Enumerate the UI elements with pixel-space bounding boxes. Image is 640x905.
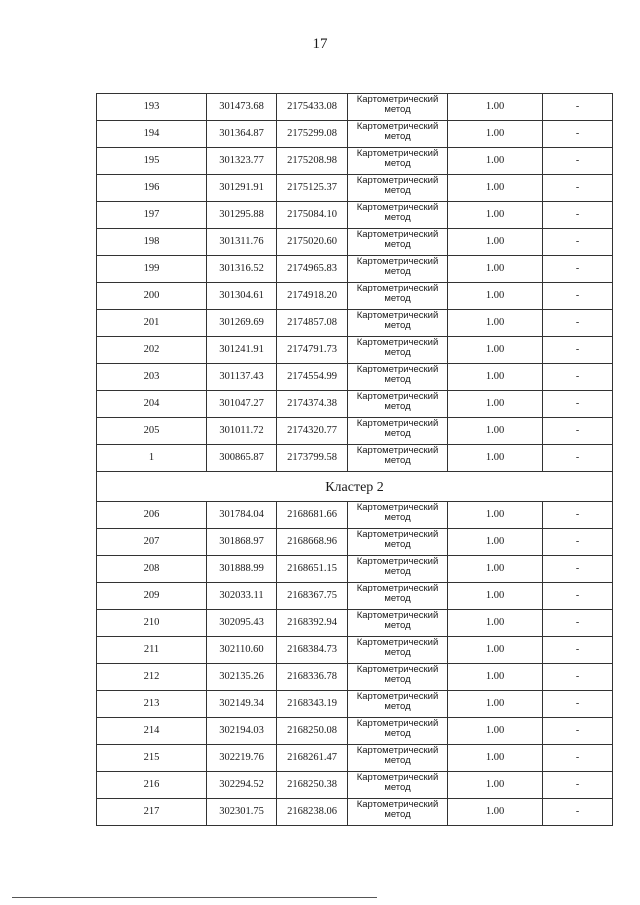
method-cell: Картометрический метод	[348, 283, 448, 310]
footer-rule	[12, 897, 377, 898]
page-number: 17	[312, 36, 328, 52]
point-number-cell: 198	[97, 229, 207, 256]
y-coordinate-cell: 2174857.08	[277, 310, 348, 337]
accuracy-cell: 1.00	[448, 583, 543, 610]
y-coordinate-cell: 2168651.15	[277, 556, 348, 583]
note-cell: -	[543, 745, 613, 772]
accuracy-cell: 1.00	[448, 445, 543, 472]
method-cell: Картометрический метод	[348, 337, 448, 364]
note-cell: -	[543, 583, 613, 610]
accuracy-cell: 1.00	[448, 121, 543, 148]
point-number-cell: 204	[97, 391, 207, 418]
note-cell: -	[543, 445, 613, 472]
accuracy-cell: 1.00	[448, 310, 543, 337]
method-cell: Картометрический метод	[348, 121, 448, 148]
x-coordinate-cell: 302294.52	[207, 772, 277, 799]
x-coordinate-cell: 301323.77	[207, 148, 277, 175]
x-coordinate-cell: 302110.60	[207, 637, 277, 664]
table-row	[97, 256, 613, 283]
accuracy-cell: 1.00	[448, 664, 543, 691]
y-coordinate-cell: 2175433.08	[277, 94, 348, 121]
accuracy-cell: 1.00	[448, 418, 543, 445]
table-row	[97, 202, 613, 229]
note-cell: -	[543, 337, 613, 364]
note-cell: -	[543, 283, 613, 310]
method-cell: Картометрический метод	[348, 391, 448, 418]
note-cell: -	[543, 637, 613, 664]
x-coordinate-cell: 302095.43	[207, 610, 277, 637]
y-coordinate-cell: 2175020.60	[277, 229, 348, 256]
x-coordinate-cell: 302219.76	[207, 745, 277, 772]
y-coordinate-cell: 2173799.58	[277, 445, 348, 472]
table-row	[97, 772, 613, 799]
method-cell: Картометрический метод	[348, 310, 448, 337]
y-coordinate-cell: 2168392.94	[277, 610, 348, 637]
method-cell: Картометрический метод	[348, 691, 448, 718]
method-cell: Картометрический метод	[348, 556, 448, 583]
point-number-cell: 200	[97, 283, 207, 310]
accuracy-cell: 1.00	[448, 283, 543, 310]
table-row	[97, 502, 613, 529]
method-cell: Картометрический метод	[348, 583, 448, 610]
table-row	[97, 445, 613, 472]
y-coordinate-cell: 2168250.38	[277, 772, 348, 799]
y-coordinate-cell: 2174320.77	[277, 418, 348, 445]
method-cell: Картометрический метод	[348, 799, 448, 826]
method-cell: Картометрический метод	[348, 202, 448, 229]
cluster-header-body	[97, 472, 613, 502]
point-number-cell: 216	[97, 772, 207, 799]
coordinates-table	[96, 93, 613, 826]
accuracy-cell: 1.00	[448, 610, 543, 637]
point-number-cell: 213	[97, 691, 207, 718]
method-cell: Картометрический метод	[348, 502, 448, 529]
x-coordinate-cell: 301295.88	[207, 202, 277, 229]
point-number-cell: 205	[97, 418, 207, 445]
note-cell: -	[543, 529, 613, 556]
accuracy-cell: 1.00	[448, 772, 543, 799]
x-coordinate-cell: 301291.91	[207, 175, 277, 202]
point-number-cell: 199	[97, 256, 207, 283]
point-number-cell: 212	[97, 664, 207, 691]
table-row	[97, 637, 613, 664]
method-cell: Картометрический метод	[348, 610, 448, 637]
point-number-cell: 206	[97, 502, 207, 529]
y-coordinate-cell: 2175208.98	[277, 148, 348, 175]
note-cell: -	[543, 310, 613, 337]
table-row	[97, 175, 613, 202]
method-cell: Картометрический метод	[348, 148, 448, 175]
note-cell: -	[543, 121, 613, 148]
point-number-cell: 193	[97, 94, 207, 121]
x-coordinate-cell: 302149.34	[207, 691, 277, 718]
method-cell: Картометрический метод	[348, 364, 448, 391]
method-cell: Картометрический метод	[348, 94, 448, 121]
point-number-cell: 202	[97, 337, 207, 364]
note-cell: -	[543, 502, 613, 529]
note-cell: -	[543, 175, 613, 202]
note-cell: -	[543, 391, 613, 418]
accuracy-cell: 1.00	[448, 529, 543, 556]
note-cell: -	[543, 418, 613, 445]
point-number-cell: 1	[97, 445, 207, 472]
note-cell: -	[543, 772, 613, 799]
accuracy-cell: 1.00	[448, 337, 543, 364]
y-coordinate-cell: 2174918.20	[277, 283, 348, 310]
table-row	[97, 691, 613, 718]
x-coordinate-cell: 301888.99	[207, 556, 277, 583]
table-row	[97, 529, 613, 556]
point-number-cell: 210	[97, 610, 207, 637]
point-number-cell: 214	[97, 718, 207, 745]
table-row	[97, 745, 613, 772]
x-coordinate-cell: 302301.75	[207, 799, 277, 826]
table-row	[97, 121, 613, 148]
table-body-part1	[97, 94, 613, 472]
y-coordinate-cell: 2168367.75	[277, 583, 348, 610]
note-cell: -	[543, 202, 613, 229]
y-coordinate-cell: 2168343.19	[277, 691, 348, 718]
point-number-cell: 195	[97, 148, 207, 175]
table-row	[97, 364, 613, 391]
y-coordinate-cell: 2175125.37	[277, 175, 348, 202]
x-coordinate-cell: 302033.11	[207, 583, 277, 610]
note-cell: -	[543, 364, 613, 391]
y-coordinate-cell: 2174374.38	[277, 391, 348, 418]
table-row	[97, 664, 613, 691]
table-row	[97, 556, 613, 583]
point-number-cell: 196	[97, 175, 207, 202]
x-coordinate-cell: 302194.03	[207, 718, 277, 745]
y-coordinate-cell: 2175084.10	[277, 202, 348, 229]
accuracy-cell: 1.00	[448, 745, 543, 772]
point-number-cell: 203	[97, 364, 207, 391]
x-coordinate-cell: 301011.72	[207, 418, 277, 445]
accuracy-cell: 1.00	[448, 364, 543, 391]
x-coordinate-cell: 301316.52	[207, 256, 277, 283]
note-cell: -	[543, 610, 613, 637]
y-coordinate-cell: 2168336.78	[277, 664, 348, 691]
y-coordinate-cell: 2168384.73	[277, 637, 348, 664]
y-coordinate-cell: 2174554.99	[277, 364, 348, 391]
x-coordinate-cell: 301868.97	[207, 529, 277, 556]
note-cell: -	[543, 148, 613, 175]
table-row	[97, 283, 613, 310]
accuracy-cell: 1.00	[448, 691, 543, 718]
accuracy-cell: 1.00	[448, 202, 543, 229]
x-coordinate-cell: 301137.43	[207, 364, 277, 391]
accuracy-cell: 1.00	[448, 229, 543, 256]
accuracy-cell: 1.00	[448, 94, 543, 121]
x-coordinate-cell: 301473.68	[207, 94, 277, 121]
table-row	[97, 583, 613, 610]
cluster-label: Кластер 2	[97, 472, 613, 502]
table-row	[97, 718, 613, 745]
method-cell: Картометрический метод	[348, 445, 448, 472]
x-coordinate-cell: 300865.87	[207, 445, 277, 472]
point-number-cell: 215	[97, 745, 207, 772]
point-number-cell: 197	[97, 202, 207, 229]
point-number-cell: 211	[97, 637, 207, 664]
x-coordinate-cell: 301364.87	[207, 121, 277, 148]
point-number-cell: 201	[97, 310, 207, 337]
table-row	[97, 799, 613, 826]
method-cell: Картометрический метод	[348, 175, 448, 202]
accuracy-cell: 1.00	[448, 502, 543, 529]
table-row	[97, 310, 613, 337]
method-cell: Картометрический метод	[348, 637, 448, 664]
x-coordinate-cell: 302135.26	[207, 664, 277, 691]
method-cell: Картометрический метод	[348, 718, 448, 745]
point-number-cell: 194	[97, 121, 207, 148]
note-cell: -	[543, 799, 613, 826]
point-number-cell: 209	[97, 583, 207, 610]
table-row	[97, 337, 613, 364]
note-cell: -	[543, 718, 613, 745]
table-row	[97, 229, 613, 256]
method-cell: Картометрический метод	[348, 664, 448, 691]
table-row	[97, 391, 613, 418]
table-body-part2	[97, 502, 613, 826]
accuracy-cell: 1.00	[448, 718, 543, 745]
x-coordinate-cell: 301784.04	[207, 502, 277, 529]
method-cell: Картометрический метод	[348, 745, 448, 772]
table-row	[97, 148, 613, 175]
cluster-header-row	[97, 472, 613, 502]
y-coordinate-cell: 2168250.08	[277, 718, 348, 745]
y-coordinate-cell: 2168668.96	[277, 529, 348, 556]
point-number-cell: 208	[97, 556, 207, 583]
note-cell: -	[543, 664, 613, 691]
x-coordinate-cell: 301311.76	[207, 229, 277, 256]
accuracy-cell: 1.00	[448, 637, 543, 664]
table-row	[97, 610, 613, 637]
x-coordinate-cell: 301047.27	[207, 391, 277, 418]
table-row	[97, 94, 613, 121]
accuracy-cell: 1.00	[448, 148, 543, 175]
x-coordinate-cell: 301304.61	[207, 283, 277, 310]
accuracy-cell: 1.00	[448, 799, 543, 826]
y-coordinate-cell: 2174965.83	[277, 256, 348, 283]
note-cell: -	[543, 229, 613, 256]
note-cell: -	[543, 691, 613, 718]
y-coordinate-cell: 2175299.08	[277, 121, 348, 148]
method-cell: Картометрический метод	[348, 256, 448, 283]
note-cell: -	[543, 94, 613, 121]
accuracy-cell: 1.00	[448, 256, 543, 283]
table-row	[97, 418, 613, 445]
method-cell: Картометрический метод	[348, 529, 448, 556]
x-coordinate-cell: 301241.91	[207, 337, 277, 364]
y-coordinate-cell: 2168681.66	[277, 502, 348, 529]
accuracy-cell: 1.00	[448, 175, 543, 202]
method-cell: Картометрический метод	[348, 418, 448, 445]
note-cell: -	[543, 256, 613, 283]
note-cell: -	[543, 556, 613, 583]
method-cell: Картометрический метод	[348, 229, 448, 256]
x-coordinate-cell: 301269.69	[207, 310, 277, 337]
accuracy-cell: 1.00	[448, 391, 543, 418]
accuracy-cell: 1.00	[448, 556, 543, 583]
y-coordinate-cell: 2174791.73	[277, 337, 348, 364]
y-coordinate-cell: 2168261.47	[277, 745, 348, 772]
method-cell: Картометрический метод	[348, 772, 448, 799]
y-coordinate-cell: 2168238.06	[277, 799, 348, 826]
point-number-cell: 217	[97, 799, 207, 826]
point-number-cell: 207	[97, 529, 207, 556]
